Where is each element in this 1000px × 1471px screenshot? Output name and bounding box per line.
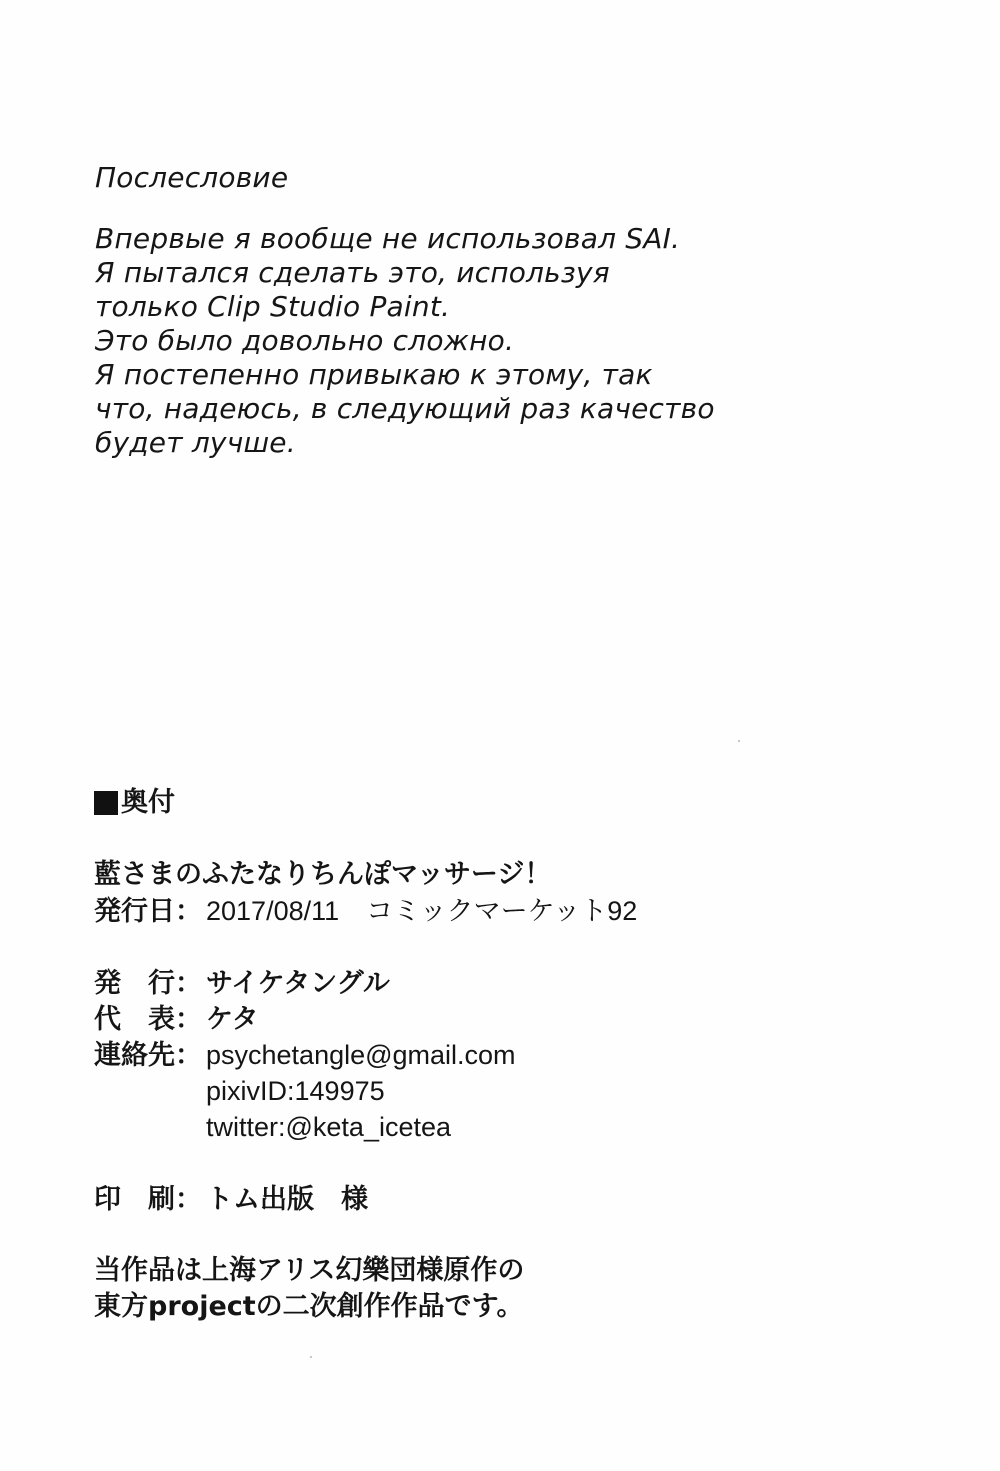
afterword-section — [95, 158, 915, 460]
afterword-line-7: будет лучше. — [95, 426, 296, 459]
afterword-line-4: Это было довольно сложно. — [95, 324, 515, 357]
printing-label: 印 刷： — [94, 1184, 202, 1215]
spacer — [94, 1145, 914, 1181]
afterword-line-6: что, надеюсь, в следующий раз качество — [95, 392, 715, 425]
afterword-line-5: Я постепенно привыкаю к этому, так — [95, 358, 653, 391]
publisher-label: 発 行： — [94, 968, 202, 999]
spacer — [94, 929, 914, 965]
printing-value: トム出版 様 — [206, 1184, 368, 1215]
contact-email: psychetangle@gmail.com — [206, 1040, 516, 1070]
colophon-heading-label: 奥付 — [121, 787, 175, 818]
colophon-section — [94, 785, 914, 1325]
spacer — [94, 821, 914, 857]
publisher-row — [94, 965, 914, 1001]
contact-twitter: twitter:@keta_icetea — [206, 1112, 452, 1142]
book-title: 藍さまのふたなりちんぽマッサージ！ — [94, 859, 552, 890]
afterword-line-2: Я пытался сделать это, используя — [95, 256, 610, 289]
scan-speck — [738, 740, 740, 742]
publisher-value: サイケタングル — [206, 968, 390, 999]
scan-speck — [310, 1356, 312, 1358]
representative-row — [94, 1001, 914, 1037]
contact-row — [94, 1037, 914, 1073]
representative-value: ケタ — [206, 1004, 259, 1035]
representative-label: 代 表： — [94, 1004, 202, 1035]
release-value: 2017/08/11 コミックマーケット92 — [206, 896, 638, 926]
printing-row — [94, 1181, 914, 1217]
notice-line-1: 当作品は上海アリス幻樂団様原作の — [94, 1255, 525, 1286]
release-row — [94, 893, 914, 929]
afterword-title: Послесловие — [95, 161, 289, 194]
square-bullet-icon — [94, 791, 118, 815]
spacer — [94, 1217, 914, 1253]
release-label: 発行日： — [94, 896, 202, 927]
contact-label: 連絡先： — [94, 1040, 202, 1071]
afterword-line-3: только Clip Studio Paint. — [95, 290, 451, 323]
afterword-line-1: Впервые я вообще не использовал SAI. — [95, 222, 681, 255]
colophon-heading — [94, 785, 914, 821]
contact-pixiv: pixivID:149975 — [206, 1076, 385, 1106]
notice-line-2: 東方projectの二次創作作品です。 — [94, 1291, 524, 1322]
